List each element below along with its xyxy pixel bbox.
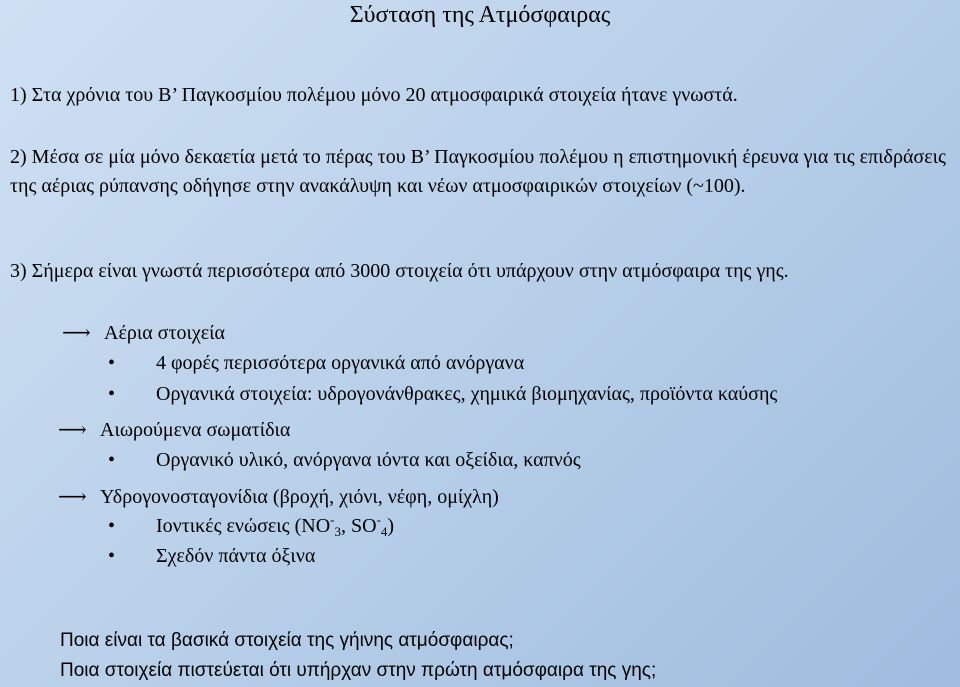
list-item-text: Οργανικό υλικό, ανόργανα ιόντα και οξείδια, καπνός — [156, 449, 581, 471]
list-item-text: 4 φορές περισσότερα οργανικά από ανόργανα — [156, 352, 525, 374]
right-arrow-icon: ⟶ — [62, 322, 91, 344]
bullet-icon: • — [108, 515, 116, 537]
bullet-icon: • — [108, 383, 116, 405]
bullet-icon: • — [108, 449, 116, 471]
bullet-icon: • — [108, 352, 116, 374]
list-item-text: Ιοντικές ενώσεις ($NO^-_3$, $SO^-_4$) — [156, 512, 395, 539]
right-arrow-icon: ⟶ — [58, 486, 87, 508]
gases-heading — [62, 320, 225, 345]
item-2: 2) Μέσα σε μία μόνο δεκαετία μετά το πέρας του Β’ Παγκοσμίου πολέμου η επιστημονική έρευνα για τις επιδράσεις της αέριας ρύπανσης οδήγησε στην ανακάλυψη και νέων ατμοσφαιρικών στοιχείων (~100). — [10, 146, 946, 197]
question-1: Ποια είναι τα βασικά στοιχεία της γήινης ατμόσφαιρας; — [60, 630, 514, 651]
particles-heading — [58, 417, 290, 442]
question-2: Ποια στοιχεία πιστεύεται ότι υπήρχαν στην πρώτη ατμόσφαιρα της γης; — [60, 660, 657, 681]
list-item-text: Σχεδόν πάντα όξινα — [156, 545, 316, 567]
item-3: 3) Σήμερα είναι γνωστά περισσότερα από 3000 στοιχεία ότι υπάρχουν στην ατμόσφαιρα της γης. — [10, 260, 789, 282]
right-arrow-icon: ⟶ — [58, 419, 87, 441]
bullet-icon: • — [108, 545, 116, 567]
droplets-heading-text: Υδρογονοσταγονίδια (βροχή, χιόνι, νέφη, ομίχλη) — [100, 486, 499, 508]
item-1: 1) Στα χρόνια του Β’ Παγκοσμίου πολέμου μόνο 20 ατμοσφαιρικά στοιχεία ήτανε γνωστά. — [10, 84, 738, 106]
droplets-heading — [58, 484, 499, 509]
particles-heading-text: Αιωρούμενα σωματίδια — [100, 419, 291, 441]
page-title: Σύσταση της Ατμόσφαιρας — [349, 2, 611, 28]
list-item-text: Οργανικά στοιχεία: υδρογονάνθρακες, χημικά βιομηχανίας, προϊόντα καύσης — [156, 383, 778, 405]
gases-heading-text: Αέρια στοιχεία — [104, 322, 226, 344]
